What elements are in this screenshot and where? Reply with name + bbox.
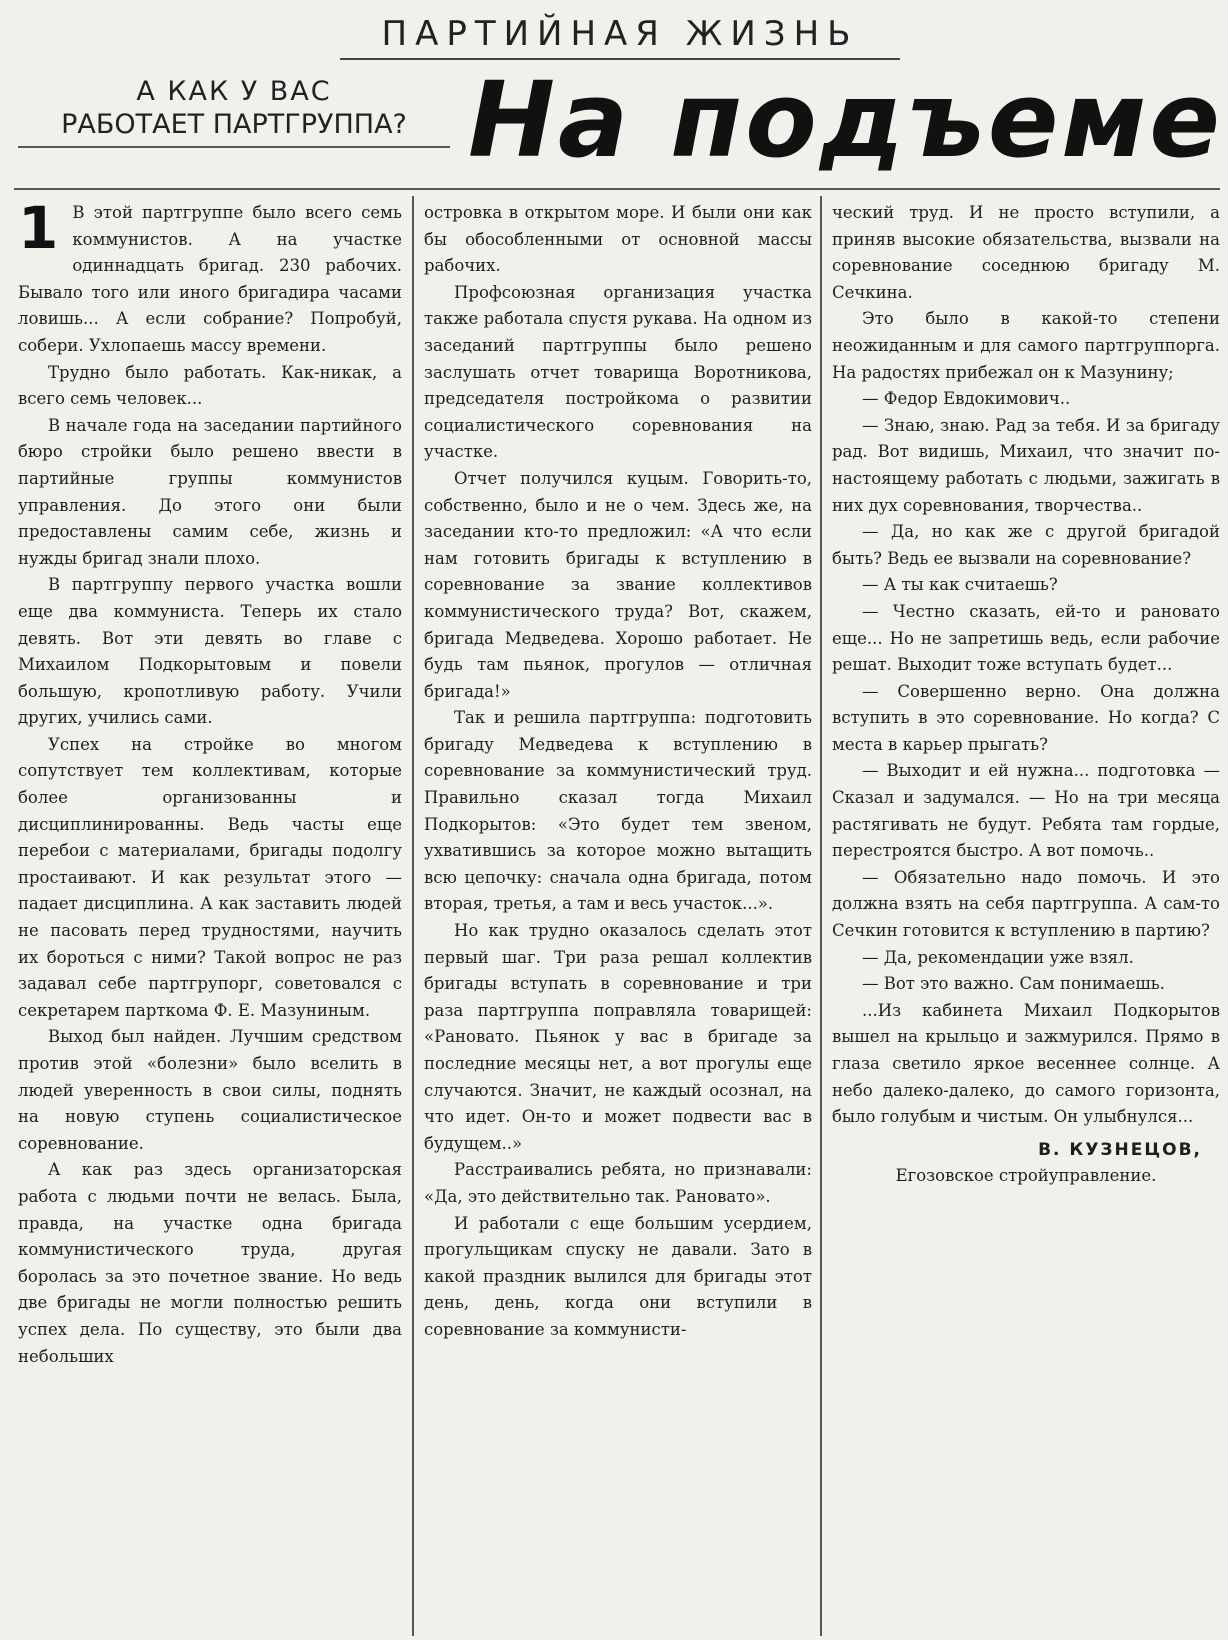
drop-cap: 1 — [18, 200, 59, 262]
paragraph: В этой партгруппе было всего семь коммунистов. А на участке одиннадцать бригад. 230 рабочих. Бывало того или иного бригадира часами ловишь... А если собрание? Попробуй, собери. Ухлопаешь массу времени. — [18, 203, 402, 355]
paragraph: А как раз здесь организаторская работа с людьми почти не велась. Была, правда, на участке одна бригада коммунистического труда, другая боролась за это почетное звание. Но ведь две бригады не могли полностью решить успех дела. По существу, это были два небольших — [18, 1160, 402, 1366]
paragraph: Но как трудно оказалось сделать этот первый шаг. Три раза решал коллектив бригады вступать в соревнование и три раза партгруппа поправляла товарищей: «Рановато. Пьянок у вас в бригаде за последние месяцы нет, а вот прогулы еще случаются. Значит, не каждый осознал, на что идет. Он-то и может подвести вас в будущем..» — [424, 921, 812, 1153]
dialogue-line: — Честно сказать, ей-то и рановато еще... Но не запретишь ведь, если рабочие решат. Выходит тоже вступать будет... — [832, 601, 1220, 675]
author-organization: Егозовское стройуправление. — [895, 1166, 1157, 1186]
paragraph: Трудно было работать. Как-никак, а всего семь человек... — [18, 362, 402, 409]
paragraph: ческий труд. И не просто вступили, а приняв высокие обязательства, вызвали на соревнование соседнюю бригаду М. Сечкина. — [832, 203, 1220, 302]
dialogue-line: — А ты как считаешь? — [862, 575, 1058, 595]
section-rubric: ПАРТИЙНАЯ ЖИЗНЬ — [340, 14, 900, 60]
header-divider — [14, 188, 1220, 190]
paragraph: Выход был найден. Лучшим средством против этой «болезни» было вселить в людей уверенность в свои силы, поднять на новую ступень социалистическое соревнование. — [18, 1027, 402, 1153]
dialogue-line: — Знаю, знаю. Рад за тебя. И за бригаду рад. Вот видишь, Михаил, что значит по-настоящему работать с людьми, зажигать в них дух соревнования, творчества.. — [832, 415, 1220, 515]
dialogue-line: — Выходит и ей нужна... подготовка — Сказал и задумался. — Но на три месяца растягивать не будут. Ребята там гордые, перестроятся быстро. А вот помочь.. — [832, 761, 1220, 861]
author-signature: В. КУЗНЕЦОВ, — [1038, 1139, 1202, 1160]
column-divider-1 — [412, 196, 414, 1636]
paragraph: И работали с еще большим усердием, прогульщикам спуску не давали. Зато в какой праздник вылился для бригады этот день, день, когда они вступили в соревнование за коммунисти- — [424, 1213, 812, 1339]
series-title-line-2: РАБОТАЕТ ПАРТГРУППА? — [61, 109, 407, 140]
dialogue-line: — Да, но как же с другой бригадой быть? Ведь ее вызвали на соревнование? — [832, 522, 1220, 568]
series-underline — [18, 146, 450, 148]
paragraph: Это было в какой-то степени неожиданным и для самого партгруппорга. На радостях прибежал он к Мазунину; — [832, 309, 1220, 382]
series-title-line-1: А КАК У ВАС — [136, 76, 332, 107]
paragraph: В начале года на заседании партийного бюро стройки было решено ввести в партийные группы коммунистов управления. До этого они были предоставлены самим себе, жизнь и нужды бригад знали плохо. — [18, 415, 402, 568]
column-divider-2 — [820, 196, 822, 1636]
article-column-3 — [832, 200, 1220, 1636]
dialogue-line: — Вот это важно. Сам понимаешь. — [862, 974, 1165, 994]
paragraph: островка в открытом море. И были они как бы обособленными от основной массы рабочих. — [424, 203, 812, 276]
paragraph: ...Из кабинета Михаил Подкорытов вышел на крыльцо и зажмурился. Прямо в глаза светило яркое весеннее солнце. А небо далеко-далеко, до самого горизонта, было голубым и чистым. Он улыбнулся... — [832, 1000, 1220, 1127]
dialogue-line: — Обязательно надо помочь. И это должна взять на себя партгруппа. А сам-то Сечкин готовится к вступлению в партию? — [832, 867, 1220, 941]
paragraph: Профсоюзная организация участка также работала спустя рукава. На одном из заседаний партгруппы было решено заслушать отчет товарища Воротникова, председателя постройкома о развитии социалистического соревнования на участке. — [424, 282, 812, 462]
paragraph: Отчет получился куцым. Говорить-то, собственно, было и не о чем. Здесь же, на заседании кто-то предложил: «А что если нам готовить бригады к вступлению в соревнование за звание коллективов коммунистического труда? Вот, скажем, бригада Медведева. Хорошо работает. Не будь там пьянок, прогулов — отличная бригада!» — [424, 468, 812, 701]
paragraph: В партгруппу первого участка вошли еще два коммуниста. Теперь их стало девять. Вот эти девять во главе с Михаилом Подкорытовым и повели большую, кропотливую работу. Учили других, учились сами. — [18, 575, 402, 728]
series-title — [18, 76, 450, 148]
dialogue-line: — Да, рекомендации уже взял. — [862, 947, 1134, 967]
paragraph: Расстраивались ребята, но признавали: «Да, это действительно так. Рановато». — [424, 1160, 812, 1206]
paragraph: Успех на стройке во многом сопутствует тем коллективам, которые более организованны и дисциплинированны. Ведь часты еще перебои с материалами, бригады подолгу простаивают. И как результат этого — падает дисциплина. А как заставить людей не пасовать перед трудностями, научить их бороться с ними? Такой вопрос не раз задавал себе партгрупорг, советовался с секретарем парткома Ф. Е. Мазуниным. — [18, 734, 402, 1020]
paragraph: Так и решила партгруппа: подготовить бригаду Медведева к вступлению в соревнование за коммунистический труд. Правильно сказал тогда Михаил Подкорытов: «Это будет тем звеном, ухватившись за которое можно вытащить всю цепочку: сначала одна бригада, потом вторая, третья, а там и весь участок...». — [424, 708, 812, 914]
article-headline: На подъеме — [468, 59, 1223, 181]
article-column-2 — [424, 200, 812, 1636]
article-column-1 — [18, 200, 402, 1636]
dialogue-line: — Федор Евдокимович.. — [862, 389, 1071, 409]
dialogue-line: — Совершенно верно. Она должна вступить в это соревнование. Но когда? С места в карьер прыгать? — [832, 681, 1220, 754]
